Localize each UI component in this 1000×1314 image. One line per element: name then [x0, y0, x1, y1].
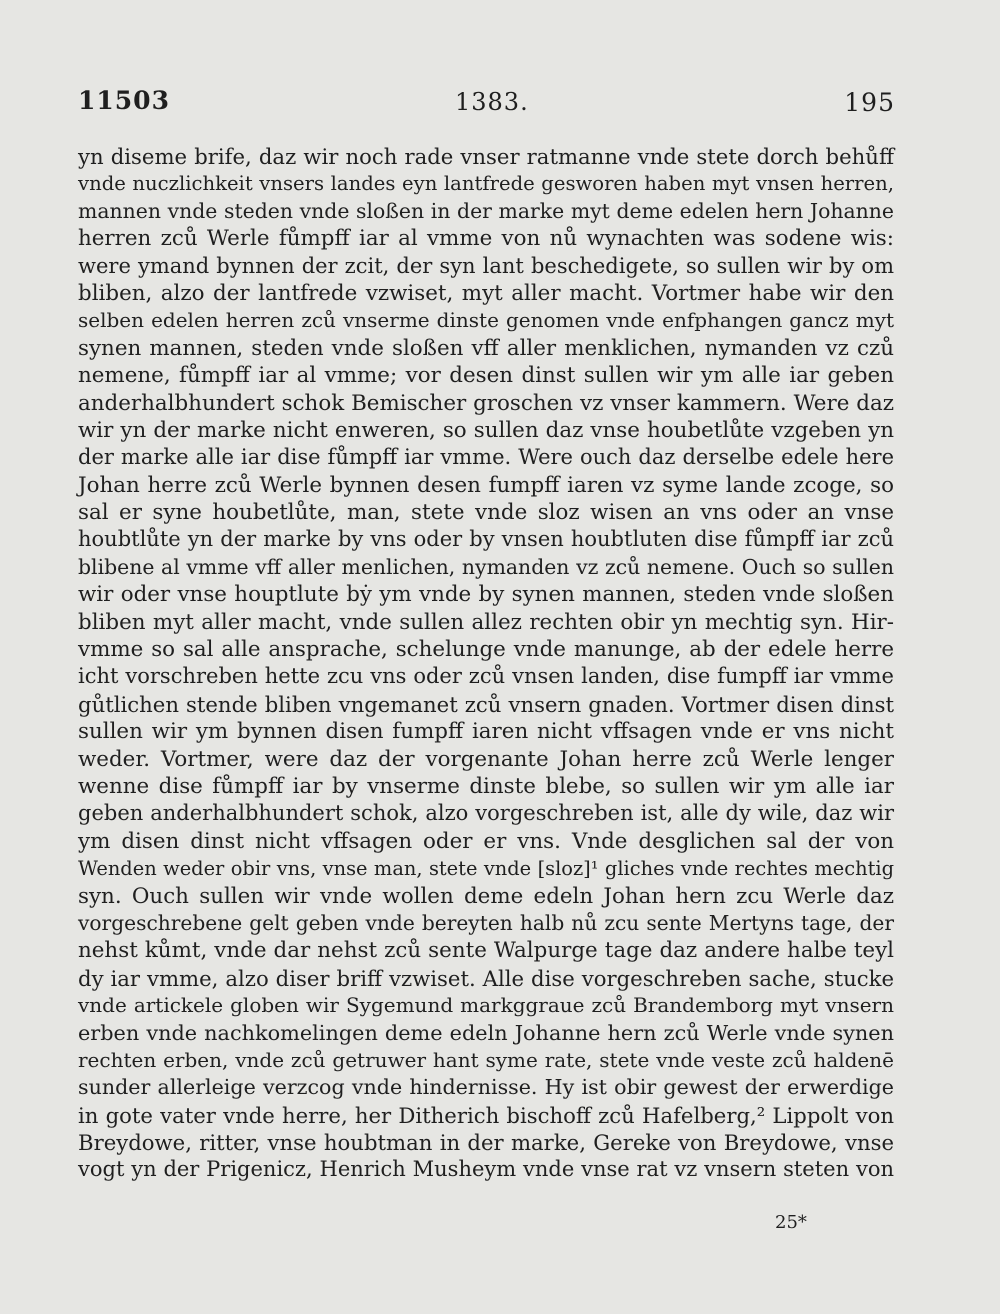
text-line: ym disen dinst nicht vffsagen oder er vns. Vnde desglichen sal der von	[78, 828, 894, 854]
text-line: weder. Vortmer, were daz der vorgenante Johan herre zců Werle lenger	[78, 746, 894, 772]
header-year: 1383.	[455, 88, 529, 116]
text-line: der marke alle iar dise fůmpff iar vmme. Were ouch daz derselbe edele here	[78, 445, 894, 470]
page-number: 195	[844, 88, 895, 117]
text-line: wir yn der marke nicht enweren, so sullen daz vnse houbetlůte vzgeben yn	[78, 417, 894, 443]
text-line: dy iar vmme, alzo diser briff vzwiset. Alle dise vorgeschreben sache, stucke	[78, 965, 894, 991]
text-line: bliben, alzo der lantfrede vzwiset, myt aller macht. Vortmer habe wir den	[78, 280, 894, 306]
text-line: herren zců Werle fůmpff iar al vmme von nů wynachten was sodene wis:	[78, 226, 894, 252]
text-line: houbtlůte yn der marke by vns oder by vnsen houbtluten dise fůmpff iar zců	[78, 527, 894, 552]
text-line: nehst kůmt, vnde dar nehst zců sente Walpurge tage daz andere halbe teyl	[78, 938, 894, 964]
text-line: Wenden weder obir vns, vnse man, stete vnde [sloz]¹ gliches vnde rechtes mechtig	[78, 857, 894, 881]
text-line: sullen wir ym bynnen disen fumpff iaren nicht vffsagen vnde er vns nicht	[78, 719, 894, 745]
text-line: Breydowe, ritter, vnse houbtman in der marke, Gereke von Breydowe, vnse	[78, 1130, 894, 1156]
text-line: anderhalbhundert schok Bemischer groschen vz vnser kammern. Were daz	[78, 390, 894, 416]
text-line: sunder allerleige verzcog vnde hindernisse. Hy ist obir gewest der erwerdige	[78, 1075, 894, 1100]
text-line: nemene, fůmpff iar al vmme; vor desen dinst sullen wir ym alle iar geben	[78, 363, 894, 389]
text-line: were ymand bynnen der zcit, der syn lant beschedigete, so sullen wir by om	[78, 253, 894, 278]
body-text	[78, 143, 894, 1184]
text-line: icht vorschreben hette zcu vns oder zců vnsen landen, dise fumpff iar vmme	[78, 664, 894, 689]
signature-mark: 25*	[775, 1212, 807, 1233]
text-line: syn. Ouch sullen wir vnde wollen deme edeln Johan hern zcu Werle daz	[78, 883, 894, 909]
text-line: mannen vnde steden vnde sloßen in der marke myt deme edelen hern Johanne	[78, 198, 894, 223]
text-line: in gote vater vnde herre, her Ditherich bischoff zců Hafelberg,² Lippolt von	[78, 1102, 894, 1128]
text-line: wenne dise fůmpff iar by vnserme dinste blebe, so sullen wir ym alle iar	[78, 773, 894, 799]
text-line: sal er syne houbetlůte, man, stete vnde sloz wisen an vns oder an vnse	[78, 500, 894, 526]
text-line: bliben myt aller macht, vnde sullen allez rechten obir yn mechtig syn. Hir-	[78, 609, 894, 635]
text-line: erben vnde nachkomelingen deme edeln Johanne hern zců Werle vnde synen	[78, 1020, 894, 1045]
text-line: blibene al vmme vff aller menlichen, nymanden vz zců nemene. Ouch so sullen	[78, 554, 894, 579]
text-line: vorgeschrebene gelt geben vnde bereyten halb nů zcu sente Mertyns tage, der	[78, 910, 894, 935]
document-number: 11503	[78, 86, 170, 115]
text-line: vnde nuczlichkeit vnsers landes eyn lantfrede gesworen haben myt vnsen herren,	[78, 172, 894, 196]
text-line: vogt yn der Prigenicz, Henrich Musheym vnde vnse rat vz vnsern steten von	[78, 1157, 894, 1182]
text-line: vnde artickele globen wir Sygemund markggraue zců Brandemborg myt vnsern	[78, 993, 894, 1018]
page-header	[78, 86, 895, 126]
text-line: wir oder vnse houptlute bẏ ym vnde by synen mannen, steden vnde sloßen	[78, 582, 894, 608]
text-line: gůtlichen stende bliben vngemanet zců vnsern gnaden. Vortmer disen dinst	[78, 691, 894, 717]
text-line: Johan herre zců Werle bynnen desen fumpff iaren vz syme lande zcoge, so	[78, 472, 894, 498]
text-line: rechten erben, vnde zců getruwer hant syme rate, stete vnde veste zců haldenē	[78, 1047, 894, 1072]
text-line: vmme so sal alle ansprache, schelunge vnde manunge, ab der edele herre	[78, 637, 894, 663]
text-line: synen mannen, steden vnde sloßen vff aller menklichen, nymanden vz czů	[78, 335, 894, 361]
text-line: yn diseme brife, daz wir noch rade vnser ratmanne vnde stete dorch behůff	[78, 144, 894, 169]
text-line: selben edelen herren zců vnserme dinste genomen vnde enfphangen gancz myt	[78, 308, 894, 333]
text-line: geben anderhalbhundert schok, alzo vorgeschreben ist, alle dy wile, daz wir	[78, 801, 894, 826]
